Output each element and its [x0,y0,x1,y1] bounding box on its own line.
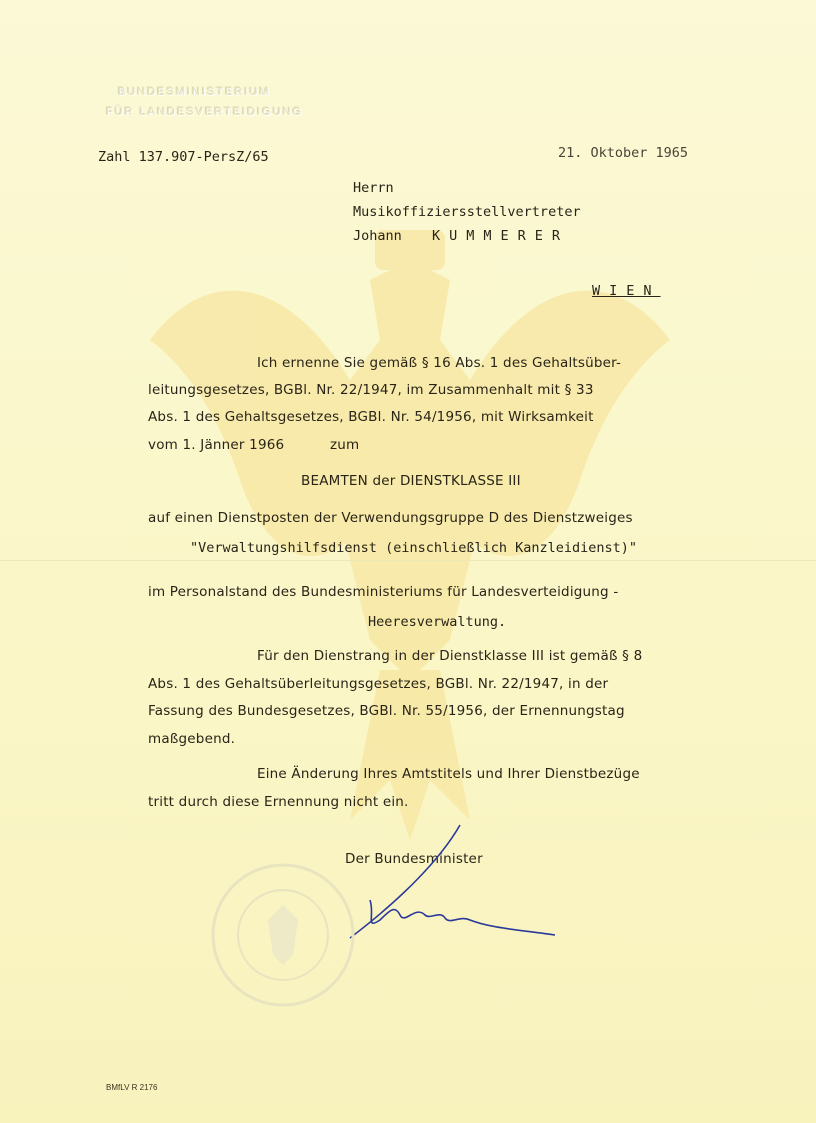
para3-line2: tritt durch diese Ernennung nicht ein. [148,794,409,810]
recipient-salutation: Herrn [353,180,394,196]
signature-block: Der Bundesminister [345,851,483,867]
recipient-rank: Musikoffiziersstellvertreter [353,204,581,220]
para2-line2: Abs. 1 des Gehaltsüberleitungsgesetzes, BGBl. Nr. 22/1947, in der [148,676,609,692]
letterhead-line1: BUNDESMINISTERIUM [118,86,271,98]
recipient-last-name: KUMMERER [432,228,570,244]
staff-line2: Heeresverwaltung. [368,614,507,630]
staff-line: im Personalstand des Bundesministeriums für Landesverteidigung - [148,584,619,600]
para3-line1: Eine Änderung Ihres Amtstitels und Ihrer Dienstbezüge [257,766,640,782]
recipient-city: WIEN [592,283,661,299]
post-line: auf einen Dienstposten der Verwendungsgruppe D des Dienstzweiges [148,510,633,526]
para1-line3: Abs. 1 des Gehaltsgesetzes, BGBl. Nr. 54/1956, mit Wirksamkeit [148,409,594,425]
appointment-title: BEAMTEN der DIENSTKLASSE III [301,473,521,489]
para2-line3: Fassung des Bundesgesetzes, BGBl. Nr. 55/1956, der Ernennungstag [148,703,625,719]
letter-date: 21. Oktober 1965 [558,145,689,161]
embossed-seal-icon [208,860,358,1010]
para2-line4: maßgebend. [148,731,236,747]
para1-line2: leitungsgesetzes, BGBl. Nr. 22/1947, im Zusammenhalt mit § 33 [148,382,594,398]
form-number: BMfLV R 2176 [106,1083,158,1092]
para2-line1: Für den Dienstrang in der Dienstklasse III ist gemäß § 8 [257,648,643,664]
paper-fold [0,560,816,561]
branch-line: "Verwaltungshilfsdienst (einschließlich Kanzleidienst)" [190,540,638,556]
para1-line1: Ich ernenne Sie gemäß § 16 Abs. 1 des Gehaltsüber- [257,355,622,371]
eagle-watermark-icon [150,220,670,840]
reference-number: Zahl 137.907-PersZ/65 [98,149,269,165]
para1-date: vom 1. Jänner 1966 [148,437,285,453]
letterhead-line2: FÜR LANDESVERTEIDIGUNG [106,106,304,118]
recipient-first-name: Johann [353,228,402,244]
para1-end: zum [330,437,360,453]
signature-icon [330,820,570,950]
